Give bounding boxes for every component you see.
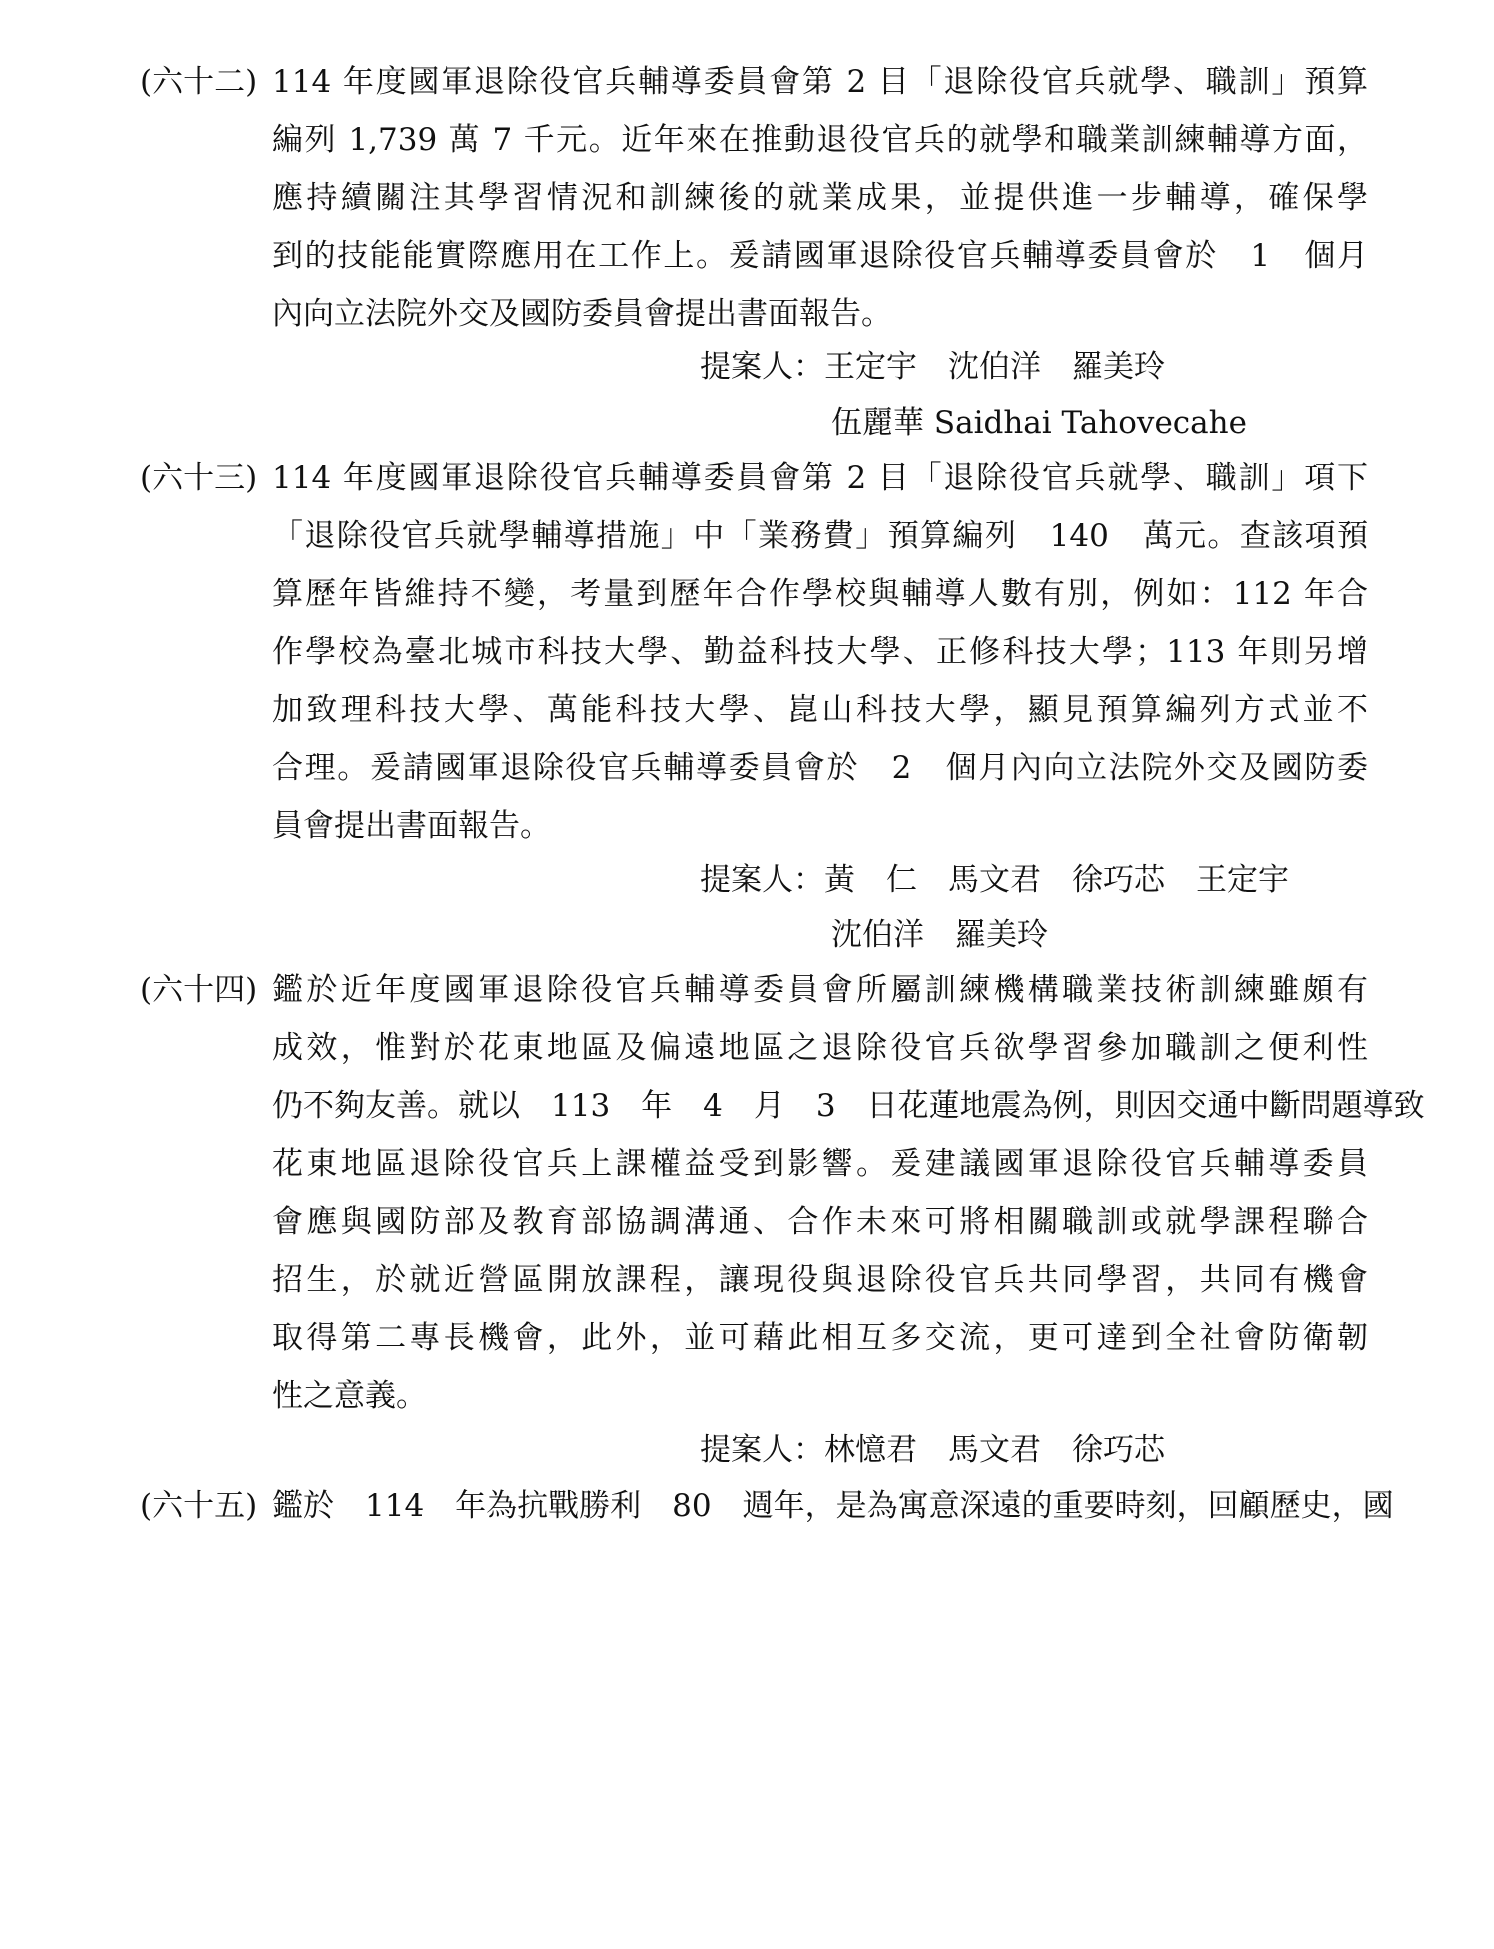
paragraph-line: 合理。爰請國軍退除役官兵輔導委員會於 2 個月內向立法院外交及國防委 xyxy=(272,750,1368,786)
paragraph-line: 114 年度國軍退除役官兵輔導委員會第 2 目「退除役官兵就學、職訓」項下 xyxy=(272,460,1368,496)
paragraph-line: 應持續關注其學習情況和訓練後的就業成果，並提供進一步輔導，確保學 xyxy=(272,180,1368,216)
paragraph-line: 會應與國防部及教育部協調溝通、合作未來可將相關職訓或就學課程聯合 xyxy=(272,1204,1368,1240)
item-number: (六十三) xyxy=(140,460,258,496)
paragraph-line: 算歷年皆維持不變，考量到歷年合作學校與輔導人數有別，例如：112 年合 xyxy=(272,576,1368,612)
paragraph-line: 花東地區退除役官兵上課權益受到影響。爰建議國軍退除役官兵輔導委員 xyxy=(272,1146,1368,1182)
item-number: (六十二) xyxy=(140,64,258,100)
paragraph-line: 性之意義。 xyxy=(272,1378,427,1414)
proposer-line: 沈伯洋 羅美玲 xyxy=(831,917,1048,953)
paragraph-line: 員會提出書面報告。 xyxy=(272,808,551,844)
paragraph-line: 編列 1,739 萬 7 千元。近年來在推動退役官兵的就學和職業訓練輔導方面， xyxy=(272,122,1368,158)
proposer-line: 提案人：林憶君 馬文君 徐巧芯 xyxy=(700,1432,1165,1468)
item-number: (六十五) xyxy=(140,1488,258,1524)
proposer-line: 提案人：王定宇 沈伯洋 羅美玲 xyxy=(700,349,1165,385)
proposer-line: 提案人：黃 仁 馬文君 徐巧芯 王定宇 xyxy=(700,862,1289,898)
paragraph-line: 鑑於 114 年為抗戰勝利 80 週年，是為寓意深遠的重要時刻，回顧歷史，國 xyxy=(272,1488,1394,1524)
paragraph-line: 作學校為臺北城市科技大學、勤益科技大學、正修科技大學；113 年則另增 xyxy=(272,634,1368,670)
proposer-line: 伍麗華 Saidhai Tahovecahe xyxy=(831,405,1247,441)
paragraph-line: 內向立法院外交及國防委員會提出書面報告。 xyxy=(272,296,892,332)
paragraph-line: 到的技能能實際應用在工作上。爰請國軍退除役官兵輔導委員會於 1 個月 xyxy=(272,238,1368,274)
paragraph-line: 成效，惟對於花東地區及偏遠地區之退除役官兵欲學習參加職訓之便利性 xyxy=(272,1030,1368,1066)
item-number: (六十四) xyxy=(140,972,258,1008)
paragraph-line: 仍不夠友善。就以 113 年 4 月 3 日花蓮地震為例，則因交通中斷問題導致 xyxy=(272,1088,1425,1124)
paragraph-line: 「退除役官兵就學輔導措施」中「業務費」預算編列 140 萬元。查該項預 xyxy=(272,518,1368,554)
paragraph-line: 鑑於近年度國軍退除役官兵輔導委員會所屬訓練機構職業技術訓練雖頗有 xyxy=(272,972,1368,1008)
paragraph-line: 114 年度國軍退除役官兵輔導委員會第 2 目「退除役官兵就學、職訓」預算 xyxy=(272,64,1368,100)
paragraph-line: 招生，於就近營區開放課程，讓現役與退除役官兵共同學習，共同有機會 xyxy=(272,1262,1368,1298)
paragraph-line: 加致理科技大學、萬能科技大學、崑山科技大學，顯見預算編列方式並不 xyxy=(272,692,1368,728)
paragraph-line: 取得第二專長機會，此外，並可藉此相互多交流，更可達到全社會防衛韌 xyxy=(272,1320,1368,1356)
